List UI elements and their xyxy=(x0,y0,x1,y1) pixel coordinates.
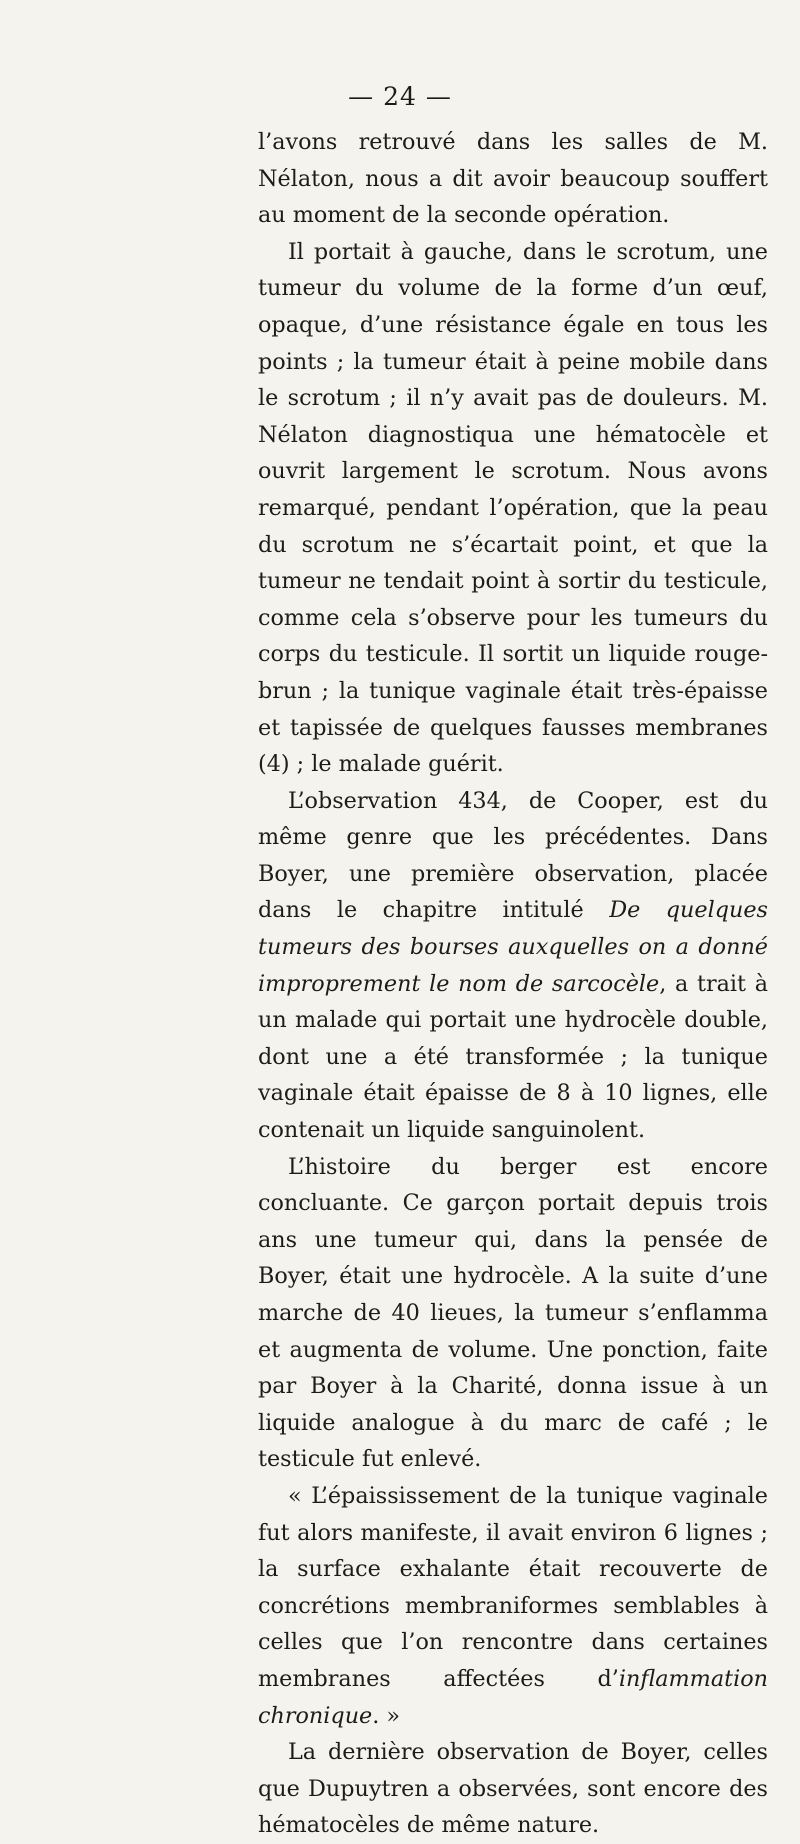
text-segment: La dernière observation de Boyer, celles que Dupuytren a observées, sont encore des hématocèles de même nature. xyxy=(258,1739,768,1839)
text-segment: Il portait à gauche, dans le scrotum, une tumeur du volume de la forme d’un œuf, opaque, d’une résistance égale en tous les points ; la tumeur était à peine mobile dans le scrotum ; il n’y avait pas de douleurs. M. Nélaton diagnostiqua une hématocèle et ouvrit largement le scrotum. Nous avons remarqué, pendant l’opération, que la peau du scrotum ne s’écartait point, et que la tumeur ne tendait point à sortir du testicule, comme cela s’observe pour les tumeurs du corps du testicule. Il sortit un liquide rouge-brun ; la tunique vaginale était très-épaisse et tapissée de quelques fausses membranes (4) ; le malade guérit. xyxy=(258,238,768,778)
italic-term: inflammation chronique xyxy=(258,1665,768,1729)
text-segment: « L’épaississement de la tunique vaginale fut alors manifeste, il avait environ 6 lignes ; la surface exhalante était recouverte de concrétions membraniformes semblables à celles que l’on rencontre dans certaines membranes affectées d’ xyxy=(258,1482,768,1692)
text-segment: , a trait à un malade qui portait une hydrocèle double, dont une a été transformée ; la tunique vaginale était épaisse de 8 à 10 lignes, elle contenait un liquide sanguinolent. xyxy=(258,970,768,1144)
text-segment: L’observation 434, de Cooper, est du même genre que les précédentes. Dans Boyer, une première observation, placée dans le chapitre intitulé xyxy=(258,787,768,924)
text-segment: l’avons retrouvé dans les salles de M. Nélaton, nous a dit avoir beaucoup souffert au moment de la seconde opération. xyxy=(258,129,768,229)
paragraph xyxy=(258,234,768,783)
paragraph xyxy=(258,783,768,1149)
text-segment: . » xyxy=(372,1702,401,1729)
paragraph xyxy=(258,1149,768,1478)
paragraph-quotation xyxy=(258,1478,768,1734)
paragraph xyxy=(258,124,768,234)
page-number: — 24 — xyxy=(348,82,452,111)
paragraph xyxy=(258,1734,768,1844)
body-text xyxy=(258,124,768,1844)
italic-title: De quelques tumeurs des bourses auxquelles on a donné improprement le nom de sarcocèle xyxy=(258,897,769,997)
text-segment: L’histoire du berger est encore concluante. Ce garçon portait depuis trois ans une tumeur qui, dans la pensée de Boyer, était une hydrocèle. A la suite d’une marche de 40 lieues, la tumeur s’enflamma et augmenta de volume. Une ponction, faite par Boyer à la Charité, donna issue à un liquide analogue à du marc de café ; le testicule fut enlevé. xyxy=(258,1153,768,1473)
